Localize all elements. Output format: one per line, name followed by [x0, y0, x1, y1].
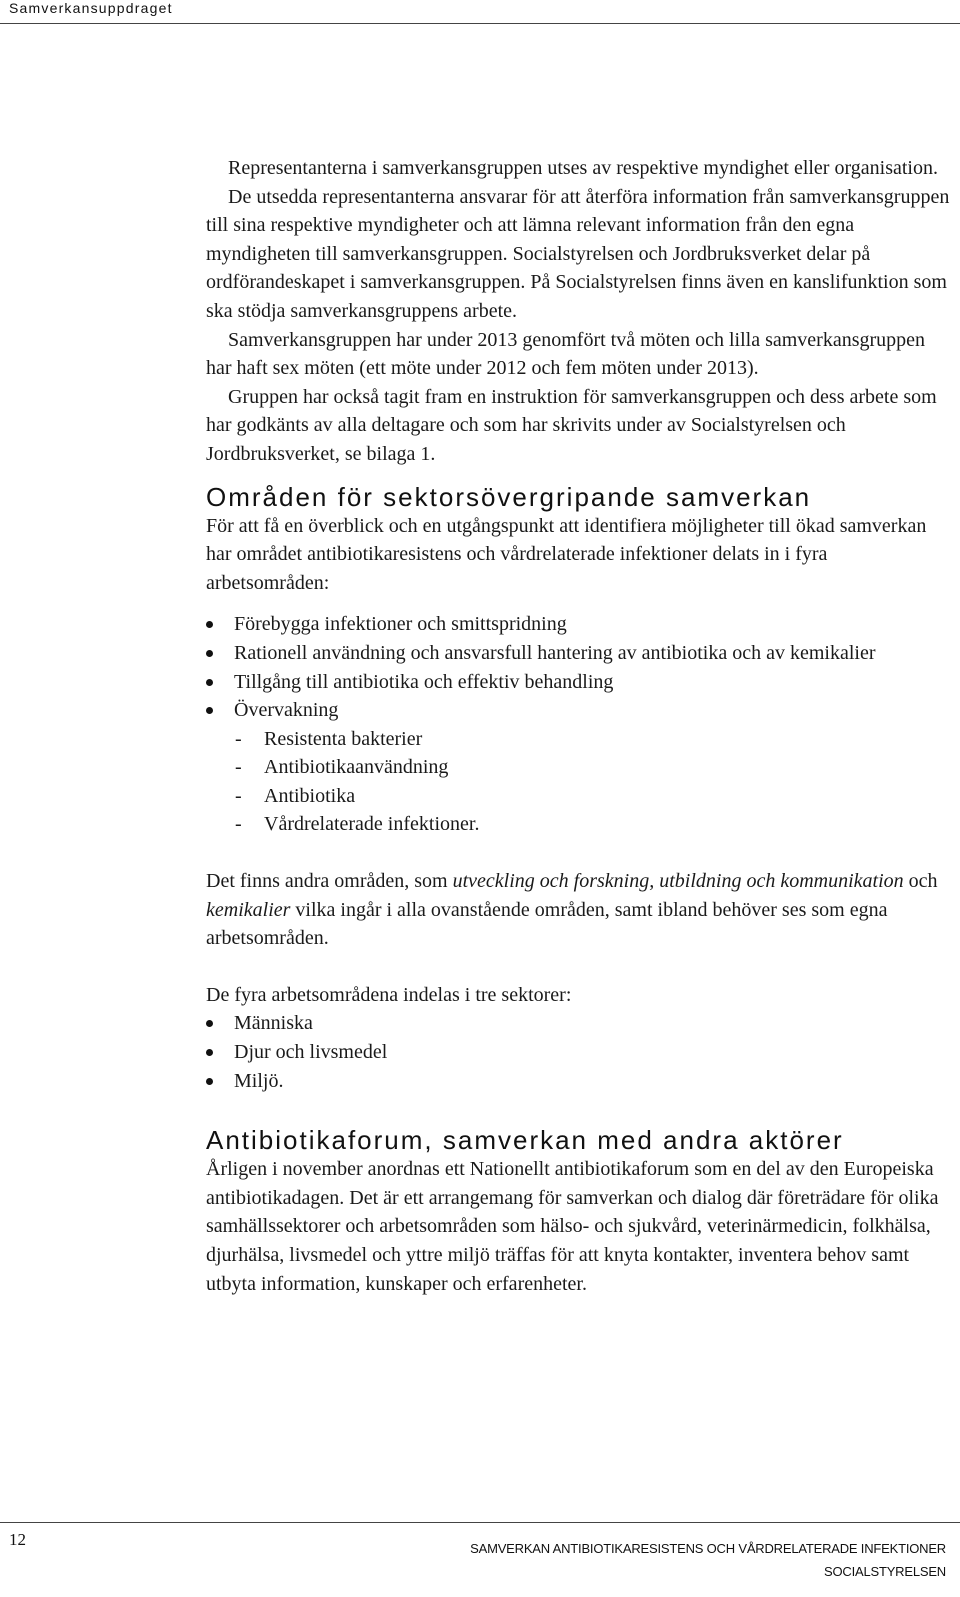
- list-item: Tillgång till antibiotika och effektiv behandling: [206, 668, 950, 697]
- section-heading-antibiotikaforum: Antibiotikaforum, samverkan med andra aktörer: [206, 1125, 844, 1156]
- paragraph-responsibilities: De utsedda representanterna ansvarar för att återföra information från samverkansgruppen till sina respektive myndigheter och att lämna relevant information från den egna myndigheten till samverkansgruppen. Socialstyrelsen och Jordbruksverket delar på ordförandeskapet i samverkansgruppen. På Socialstyrelsen finns även en kanslifunktion som ska stödja samverkansgruppens arbete.: [206, 185, 950, 322]
- footer-publisher: SOCIALSTYRELSEN: [824, 1564, 946, 1579]
- bullet-icon: [206, 650, 213, 657]
- dash-marker: -: [235, 784, 242, 807]
- page-number: 12: [9, 1530, 26, 1549]
- list-item: Övervakning: [206, 696, 950, 725]
- list-item: - Antibiotikaanvändning: [206, 753, 950, 782]
- list-item: Människa: [206, 1009, 950, 1038]
- bullet-icon: [206, 1049, 213, 1056]
- footer-title: [470, 1537, 946, 1583]
- footer-rule: [0, 1522, 960, 1523]
- bullet-icon: [206, 1020, 213, 1027]
- paragraph-meetings: Samverkansgruppen har under 2013 genomfört två möten och lilla samverkansgruppen har haft sex möten (ett möte under 2012 och fem möten under 2013).: [206, 328, 926, 380]
- paragraph-antibiotikaforum: Årligen i november anordnas ett Nationellt antibiotikaforum som en del av den Europeiska antibiotikadagen. Det är ett arrangemang för samverkan och dialog där företrädare för olika samhällssektorer och arbetsområden som hälso- och sjukvård, veterinärmedicin, folkhälsa, djurhälsa, livsmedel och yttre miljö träffas för att knyta kontakter, inventera behov samt utbyta information, kunskaper och erfarenheter.: [206, 1158, 939, 1295]
- list-item: Förebygga infektioner och smittspridning: [206, 610, 950, 639]
- work-areas-list: [206, 610, 950, 724]
- list-item: - Antibiotika: [206, 782, 950, 811]
- list-item: Djur och livsmedel: [206, 1038, 950, 1067]
- list-item: Miljö.: [206, 1067, 950, 1096]
- page-body: [206, 154, 950, 1298]
- bullet-icon: [206, 707, 213, 714]
- bullet-icon: [206, 1078, 213, 1085]
- running-header: Samverkansuppdraget: [9, 0, 173, 16]
- paragraph-other-areas: Det finns andra områden, som utveckling och forskning, utbildning och kommunikation och kemikalier vilka ingår i alla ovanstående områden, samt ibland behöver ses som egna arbetsområden.: [206, 870, 938, 950]
- dash-marker: -: [235, 727, 242, 750]
- paragraph-representatives: Representanterna i samverkansgruppen utses av respektive myndighet eller organisation.: [228, 157, 938, 179]
- footer-doc-title: SAMVERKAN ANTIBIOTIKARESISTENS OCH VÅRDRELATERADE INFEKTIONER: [470, 1541, 946, 1556]
- bullet-icon: [206, 621, 213, 628]
- surveillance-sublist: [206, 725, 950, 839]
- dash-marker: -: [235, 813, 242, 836]
- list-item: - Vårdrelaterade infektioner.: [206, 810, 950, 839]
- section-heading-omraden: Områden för sektorsövergripande samverkan: [206, 481, 812, 512]
- list-item: Rationell användning och ansvarsfull hantering av antibiotika och av kemikalier: [206, 639, 950, 668]
- header-rule: [0, 23, 960, 24]
- paragraph-areas-intro: För att få en överblick och en utgångspunkt att identifiera möjligheter till ökad samverkan har området antibiotikaresistens och vårdrelaterade infektioner delats in i fyra arbetsområden:: [206, 514, 927, 594]
- dash-marker: -: [235, 756, 242, 779]
- paragraph-sectors-intro: De fyra arbetsområdena indelas i tre sektorer:: [206, 983, 572, 1006]
- sectors-list: [206, 1009, 950, 1095]
- bullet-icon: [206, 679, 213, 686]
- paragraph-instruction: Gruppen har också tagit fram en instruktion för samverkansgruppen och dess arbete som har godkänts av alla deltagare och som har skrivits under av Socialstyrelsen och Jordbruksverket, se bilaga 1.: [206, 385, 937, 465]
- list-item: - Resistenta bakterier: [206, 725, 950, 754]
